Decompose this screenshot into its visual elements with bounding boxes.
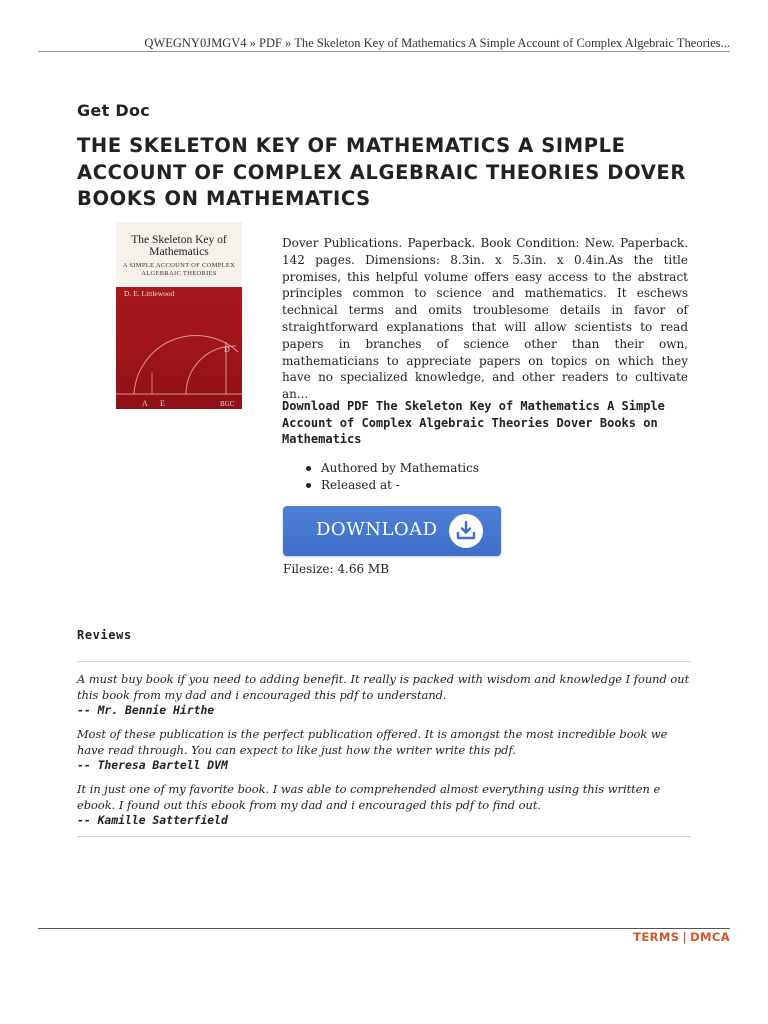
cover-subtitle: A SIMPLE ACCOUNT OF COMPLEX ALGEBRAIC THEORIES [122, 262, 236, 277]
book-meta-list [302, 460, 479, 493]
cover-letter-e: E [160, 399, 165, 408]
cover-letter-a: A [142, 399, 148, 408]
filesize-text: Filesize: 4.66 MB [283, 562, 390, 576]
review-item [77, 672, 693, 719]
get-doc-label: Get Doc [77, 101, 151, 120]
review-text: A must buy book if you need to adding benefit. It really is packed with wisdom and knowledge I found out this book from my dad and i encouraged this pdf to understand. [77, 672, 690, 702]
download-heading: Download PDF The Skeleton Key of Mathematics A Simple Account of Complex Algebraic Theories Dover Books on Mathematics [282, 399, 665, 447]
download-tray-icon [449, 514, 483, 548]
page-title: THE SKELETON KEY OF MATHEMATICS A SIMPLE ACCOUNT OF COMPLEX ALGEBRAIC THEORIES DOVER BOOKS ON MATHEMATICS [77, 134, 686, 210]
bullet-icon [306, 483, 311, 488]
dmca-link[interactable]: DMCA [690, 930, 730, 944]
review-item [77, 727, 693, 774]
breadcrumb[interactable]: QWEGNY0JMGV4 » PDF » The Skeleton Key of Mathematics A Simple Account of Complex Algebraic Theories... [144, 36, 730, 50]
header-divider [38, 51, 730, 52]
reviews-heading: Reviews [77, 628, 132, 642]
review-author: -- Kamille Satterfield [77, 813, 228, 827]
meta-released [302, 477, 479, 494]
review-text: It in just one of my favorite book. I was able to comprehended almost everything using this written e ebook. I found out this ebook from my dad and i encouraged this pdf to find out. [77, 782, 661, 812]
cover-title: The Skeleton Key of Mathematics [131, 234, 227, 258]
review-item [77, 782, 693, 829]
meta-released-text: Released at - [321, 477, 400, 492]
cover-author: D. E. Littlewood [124, 289, 175, 298]
reviews-divider-top [77, 661, 691, 662]
meta-author-text: Authored by Mathematics [321, 461, 479, 475]
review-author: -- Mr. Bennie Hirthe [77, 703, 215, 717]
footer-divider [38, 928, 730, 929]
footer-links [633, 930, 730, 944]
download-button[interactable] [283, 506, 501, 556]
cover-letter-d: D [224, 345, 230, 354]
footer-separator: | [682, 930, 688, 944]
terms-link[interactable]: TERMS [633, 930, 680, 944]
book-description: Dover Publications. Paperback. Book Condition: New. Paperback. 142 pages. Dimensions: 8.3in. x 5.3in. x 0.4in.As the title promises, this helpful volume offers easy access to the abstract principles common to science and mathematics. It eschews technical terms and omits troublesome details in favor of straightforward explanations that will allow scientists to read papers in branches of science other than their own, mathematicians to appreciate papers on topics on which they have no specialized knowledge, and other readers to cultivate an... [282, 236, 688, 402]
cover-letters-bgc: BGC [220, 400, 235, 408]
reviews-divider-bottom [77, 836, 691, 837]
review-text: Most of these publication is the perfect publication offered. It is amongst the most incredible book we have read through. You can expect to like just how the writer write this pdf. [77, 727, 668, 757]
book-cover-image [116, 222, 242, 409]
download-button-label: DOWNLOAD [316, 519, 438, 540]
cover-geometry-art [116, 222, 242, 409]
review-author: -- Theresa Bartell DVM [77, 758, 228, 772]
bullet-icon [306, 466, 311, 471]
meta-author [302, 460, 479, 477]
